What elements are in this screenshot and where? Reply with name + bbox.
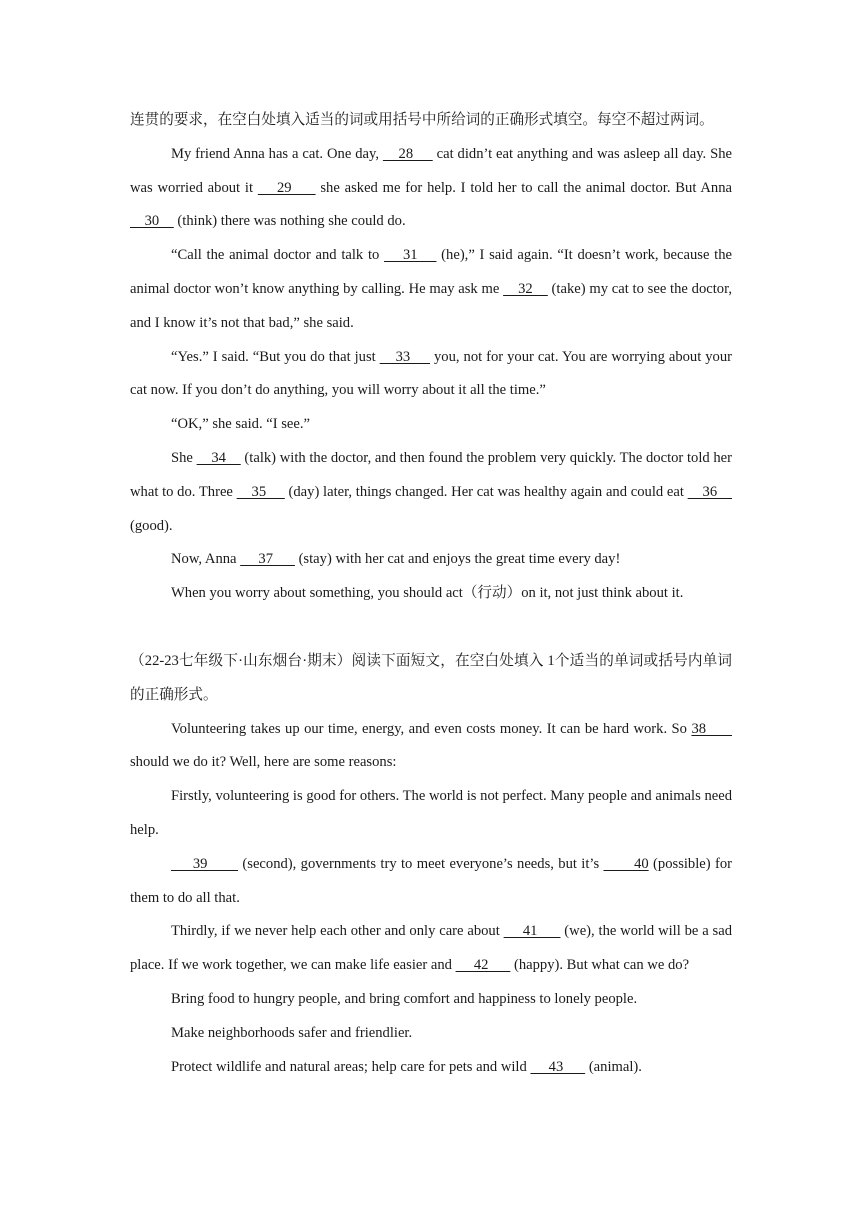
paragraph: Firstly, volunteering is good for others. The world is not perfect. Many people and animals need help. bbox=[130, 788, 732, 838]
section-gap bbox=[130, 611, 732, 645]
paragraph: 39 (second), governments try to meet everyone’s needs, but it’s 40 (possible) for them to do all that. bbox=[130, 855, 732, 906]
answer-blank[interactable]: 32 bbox=[503, 280, 548, 297]
paragraph: She 34 (talk) with the doctor, and then found the problem very quickly. The doctor told her what to do. Three 35 (day) later, things changed. Her cat was healthy again and could eat 36 (good). bbox=[130, 449, 733, 534]
answer-blank[interactable]: 28 bbox=[382, 145, 433, 162]
answer-blank[interactable]: 36 bbox=[687, 483, 732, 500]
answer-blank[interactable]: 29 bbox=[257, 179, 316, 196]
paragraph: “OK,” she said. “I see.” bbox=[171, 416, 310, 433]
answer-blank[interactable]: 40 bbox=[603, 855, 649, 872]
paragraph: Make neighborhoods safer and friendlier. bbox=[171, 1024, 413, 1041]
passage-1 bbox=[130, 138, 732, 611]
paragraph: Thirdly, if we never help each other and only care about 41 (we), the world will be a sad place. If we work together, we can make life easier and 42 (happy). But what can we do? bbox=[130, 923, 732, 974]
instruction-2: （22-23七年级下·山东烟台·期末）阅读下面短文，在空白处填入 1个适当的单词或括号内单词的正确形式。 bbox=[130, 652, 732, 703]
instruction-tail: 连贯的要求，在空白处填入适当的词或用括号中所给词的正确形式填空。每空不超过两词。 bbox=[130, 112, 714, 128]
paragraph: My friend Anna has a cat. One day, 28 cat didn’t eat anything and was asleep all day. She was worried about it 29 she asked me for help. I told her to call the animal doctor. But Anna 30 (think) there was nothing she could do. bbox=[130, 145, 733, 230]
answer-blank[interactable]: 33 bbox=[379, 348, 431, 365]
passage-2 bbox=[130, 713, 732, 1085]
document-page bbox=[130, 104, 732, 1084]
answer-blank[interactable]: 34 bbox=[196, 449, 241, 466]
answer-blank[interactable]: 38 bbox=[691, 720, 732, 737]
answer-blank[interactable]: 42 bbox=[455, 957, 511, 974]
answer-blank[interactable]: 35 bbox=[236, 483, 285, 500]
paragraph: Protect wildlife and natural areas; help care for pets and wild 43 (animal). bbox=[171, 1058, 642, 1075]
answer-blank[interactable]: 43 bbox=[530, 1058, 586, 1075]
paragraph: “Call the animal doctor and talk to 31 (he),” I said again. “It doesn’t work, because the animal doctor won’t know anything by calling. He may ask me 32 (take) my cat to see the doctor, and I know it’s not that bad,” she said. bbox=[130, 247, 732, 331]
paragraph: Now, Anna 37 (stay) with her cat and enjoys the great time every day! bbox=[171, 551, 621, 568]
answer-blank[interactable]: 30 bbox=[130, 213, 174, 230]
answer-blank[interactable]: 31 bbox=[384, 247, 437, 264]
answer-blank[interactable]: 41 bbox=[503, 923, 561, 940]
paragraph: Bring food to hungry people, and bring comfort and happiness to lonely people. bbox=[171, 990, 638, 1007]
answer-blank[interactable]: 39 bbox=[171, 855, 239, 872]
answer-blank[interactable]: 37 bbox=[240, 551, 295, 568]
paragraph: “Yes.” I said. “But you do that just 33 you, not for your cat. You are worrying about your cat now. If you don’t do anything, you will worry about it all the time.” bbox=[130, 348, 732, 399]
paragraph: Volunteering takes up our time, energy, and even costs money. It can be hard work. So 38 should we do it? Well, here are some reasons: bbox=[130, 720, 732, 771]
paragraph: When you worry about something, you should act（行动）on it, not just think about it. bbox=[171, 585, 684, 602]
